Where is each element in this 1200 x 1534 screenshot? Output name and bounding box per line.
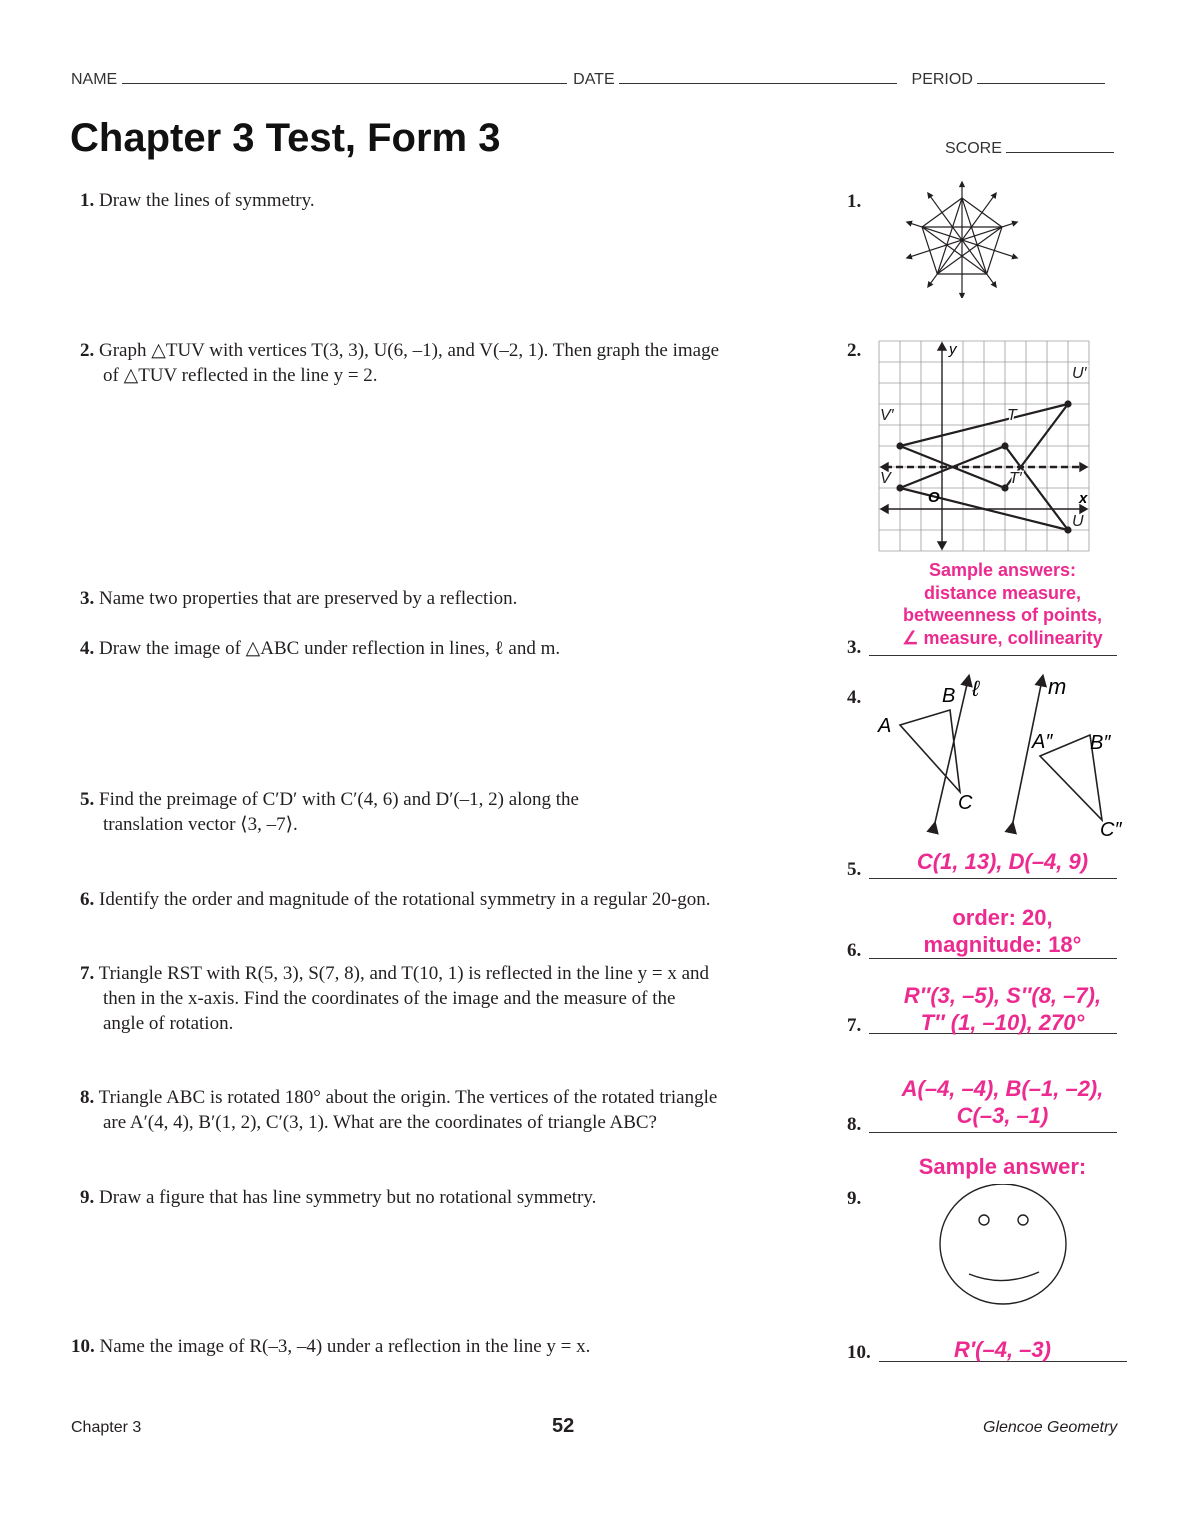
x-axis-arrow (881, 505, 888, 513)
pentagon-star-figure (900, 178, 1025, 298)
question-text: translation vector ⟨3, –7⟩. (103, 814, 298, 835)
question-text: Triangle ABC is rotated 180° about the origin. The vertices of the rotated triangle (98, 1087, 718, 1108)
period-field-line (977, 83, 1105, 84)
answer-number-5: 5. (847, 859, 862, 880)
question-number: 3. (80, 588, 95, 609)
question-text: are A′(4, 4), B′(1, 2), C′(3, 1). What are the coordinates of triangle ABC? (103, 1112, 657, 1133)
answer-number-8: 8. (847, 1114, 862, 1135)
answer-line-8 (869, 1132, 1117, 1133)
answer-number-2: 2. (847, 340, 862, 361)
question-number: 5. (80, 789, 95, 810)
answer-text: betweenness of points, (902, 605, 1103, 625)
page-title: Chapter 3 Test, Form 3 (70, 116, 501, 160)
graph-reflection (872, 338, 1100, 560)
question-text: Find the preimage of C′D′ with C′(4, 6) and D′(–1, 2) along the (99, 789, 579, 810)
vertex-point (1001, 442, 1008, 449)
arrowhead (1012, 254, 1017, 258)
name-field-line (122, 83, 567, 84)
reflection-line-arrow (1080, 463, 1087, 471)
question-4 (80, 636, 820, 661)
answer-9: Sample answer: (918, 1154, 1087, 1179)
origin-label: O (928, 489, 940, 506)
vertex-point (1064, 400, 1071, 407)
arrowhead (907, 254, 912, 258)
smiley-face-figure (935, 1184, 1075, 1310)
label-A: A (878, 715, 892, 737)
score-field-line (1006, 152, 1114, 153)
answer-line-5 (869, 878, 1117, 879)
point-label-T-prime: T′ (1009, 470, 1022, 487)
header-row (71, 71, 1131, 89)
answer-number-10: 10. (847, 1342, 871, 1363)
face-circle (940, 1184, 1066, 1304)
answer-text: Sample answers: (928, 560, 1077, 580)
label-B: B (942, 685, 956, 707)
question-number: 1. (80, 190, 95, 211)
answer-line-6 (869, 958, 1117, 959)
question-number: 7. (80, 963, 95, 984)
question-10 (71, 1334, 811, 1359)
answer-number-9: 9. (847, 1188, 862, 1209)
date-field-line (619, 83, 897, 84)
answer-7 (870, 982, 1135, 1036)
point-label-T: T (1007, 407, 1017, 424)
answer-number-4: 4. (847, 687, 862, 708)
answer-text: magnitude: 18° (923, 932, 1082, 957)
question-8 (80, 1085, 820, 1135)
y-axis-label: y (949, 341, 957, 358)
question-text: of △TUV reflected in the line y = 2. (103, 365, 378, 386)
label-C2: C″ (1100, 819, 1122, 841)
answer-text: distance measure, (923, 582, 1082, 603)
footer-chapter: Chapter 3 (71, 1419, 142, 1436)
arrowhead (960, 293, 964, 298)
period-label: PERIOD (911, 71, 973, 88)
answer-number-1: 1. (847, 191, 862, 212)
vertex-point (1064, 526, 1071, 533)
question-number: 6. (80, 889, 95, 910)
score-label: SCORE (945, 140, 1002, 157)
point-label-U: U (1072, 513, 1084, 530)
score-row (945, 140, 1114, 158)
answer-3 (880, 559, 1125, 649)
answer-number-7: 7. (847, 1015, 862, 1036)
point-label-U-prime: U′ (1072, 365, 1087, 382)
left-eye (979, 1215, 989, 1225)
date-label: DATE (573, 71, 615, 88)
page-number: 52 (552, 1415, 575, 1437)
question-number: 2. (80, 340, 95, 361)
question-9 (80, 1185, 820, 1210)
double-reflection-figure (872, 672, 1132, 842)
vertex-point (896, 484, 903, 491)
question-6 (80, 887, 820, 912)
question-3 (80, 586, 820, 611)
question-text: then in the x-axis. Find the coordinates of the image and the measure of the (103, 988, 676, 1009)
question-number: 10. (71, 1336, 95, 1357)
vertex-point (1001, 484, 1008, 491)
question-7 (80, 961, 820, 1036)
mouth (969, 1272, 1039, 1281)
label-m: m (1048, 674, 1067, 699)
answer-line-3 (869, 655, 1117, 656)
question-text: Triangle RST with R(5, 3), S(7, 8), and T(10, 1) is reflected in the line y = x and (98, 963, 710, 984)
point-label-V-prime: V′ (880, 407, 894, 424)
question-5 (80, 787, 820, 837)
question-text: Name two properties that are preserved by a reflection. (99, 588, 518, 609)
name-label: NAME (71, 71, 118, 88)
question-2 (80, 338, 820, 388)
question-text: Graph △TUV with vertices T(3, 3), U(6, –1), and V(–2, 1). Then graph the image (99, 340, 720, 361)
answer-text: ∠ measure, collinearity (902, 627, 1103, 648)
arrowhead (907, 221, 912, 225)
question-text: Draw a figure that has line symmetry but no rotational symmetry. (99, 1187, 597, 1208)
question-number: 9. (80, 1187, 95, 1208)
answer-text: A(–4, –4), B(–1, –2), (901, 1076, 1104, 1101)
question-text: Draw the image of △ABC under reflection in lines, ℓ and m. (99, 638, 561, 659)
arrowhead (960, 182, 964, 187)
answer-10: R′(–4, –3) (954, 1337, 1051, 1362)
answer-5: C(1, 13), D(–4, 9) (916, 849, 1089, 874)
line-m (1012, 680, 1042, 827)
answer-text: R″(3, –5), S″(8, –7), (903, 983, 1102, 1008)
answer-text: order: 20, (952, 905, 1053, 930)
question-text: Name the image of R(–3, –4) under a reflection in the line y = x. (99, 1336, 591, 1357)
answer-text: T″ (1, –10), 270° (920, 1010, 1085, 1035)
footer-book: Glencoe Geometry (983, 1419, 1118, 1436)
y-axis-arrow (938, 343, 946, 350)
answer-text: C(–3, –1) (956, 1103, 1049, 1128)
vertex-point (896, 442, 903, 449)
question-number: 4. (80, 638, 95, 659)
answer-number-6: 6. (847, 940, 862, 961)
label-B2: B″ (1090, 732, 1111, 754)
answer-number-3: 3. (847, 637, 862, 658)
question-text: Identify the order and magnitude of the rotational symmetry in a regular 20-gon. (99, 889, 711, 910)
question-1 (80, 188, 820, 213)
right-eye (1018, 1215, 1028, 1225)
label-A2: A″ (1032, 731, 1053, 753)
question-text: Draw the lines of symmetry. (99, 190, 315, 211)
point-label-V: V (880, 470, 891, 487)
y-axis-arrow (938, 542, 946, 549)
question-text: angle of rotation. (103, 1013, 234, 1034)
x-axis-label: x (1079, 490, 1088, 507)
answer-6 (870, 904, 1135, 958)
answer-8 (870, 1075, 1135, 1129)
arrowhead (1012, 221, 1017, 225)
question-number: 8. (80, 1087, 95, 1108)
label-C: C (958, 792, 973, 814)
label-l: ℓ (972, 676, 980, 701)
